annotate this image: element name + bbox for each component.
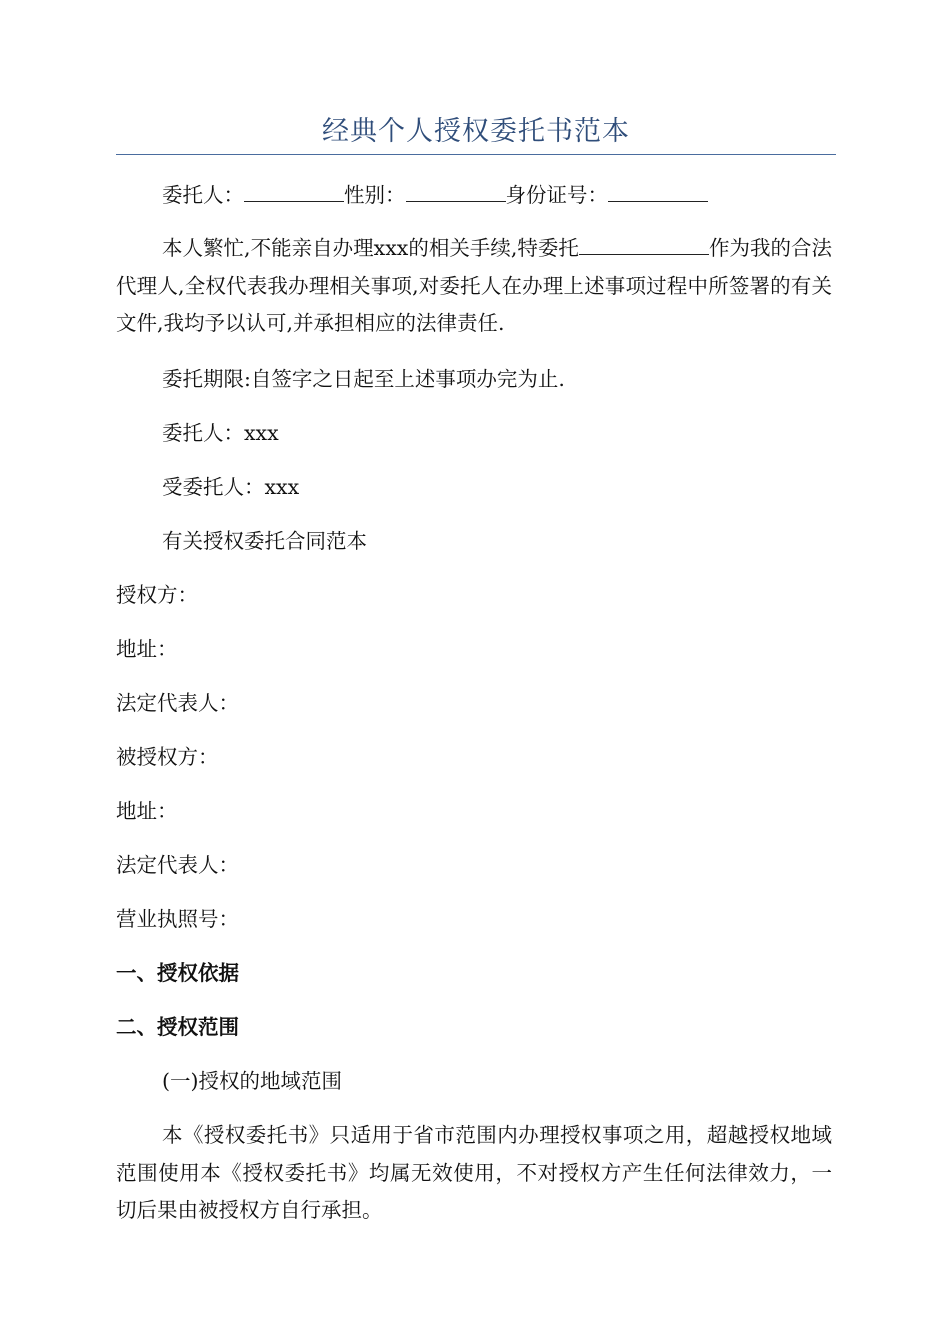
entrustment-period: 委托期限:自签字之日起至上述事项办完为止.: [162, 367, 565, 391]
principal-name-blank: [244, 183, 344, 202]
subsection-geographic-scope: (一)授权的地域范围: [162, 1069, 342, 1093]
geographic-scope-paragraph: 本《授权委托书》只适用于省市范围内办理授权事项之用，超越授权地域范围使用本《授权委托书》均属无效使用，不对授权方产生任何法律效力，一切后果由被授权方自行承担。: [116, 1123, 832, 1222]
title-underline: [116, 154, 836, 155]
principal-info-line: [162, 180, 708, 210]
grantee-legal-rep-field: 法定代表人：: [116, 853, 239, 877]
agent-name-blank: [579, 236, 709, 255]
section-authorization-basis: 一、授权依据: [116, 961, 239, 985]
grantee-field: 被授权方：: [116, 745, 219, 769]
id-number-label: 身份证号：: [505, 183, 608, 207]
principal-label: 委托人：: [162, 183, 244, 207]
entrustment-paragraph: [116, 230, 832, 343]
gender-blank: [406, 183, 506, 202]
grantor-address-field: 地址：: [116, 637, 178, 661]
contract-heading: 有关授权委托合同范本: [162, 529, 367, 553]
grantee-address-field: 地址：: [116, 799, 178, 823]
document-title: 经典个人授权委托书范本: [322, 116, 630, 147]
principal-signature: 委托人：xxx: [162, 421, 279, 445]
grantor-field: 授权方：: [116, 583, 198, 607]
section-authorization-scope: 二、授权范围: [116, 1015, 239, 1039]
business-license-field: 营业执照号：: [116, 907, 239, 931]
grantor-legal-rep-field: 法定代表人：: [116, 691, 239, 715]
agent-signature: 受委托人：xxx: [162, 475, 300, 499]
id-number-blank: [608, 183, 708, 202]
entrustment-text-end: 作为我的合法代理人,全权代表我办理相关事项,对委托人在办理上述事项过程中所签署的有关文件,我均予以认可,并承担相应的法律责任.: [116, 236, 832, 335]
gender-label: 性别：: [344, 183, 406, 207]
entrustment-text-start: 本人繁忙,不能亲自办理xxx的相关手续,特委托: [162, 236, 579, 260]
